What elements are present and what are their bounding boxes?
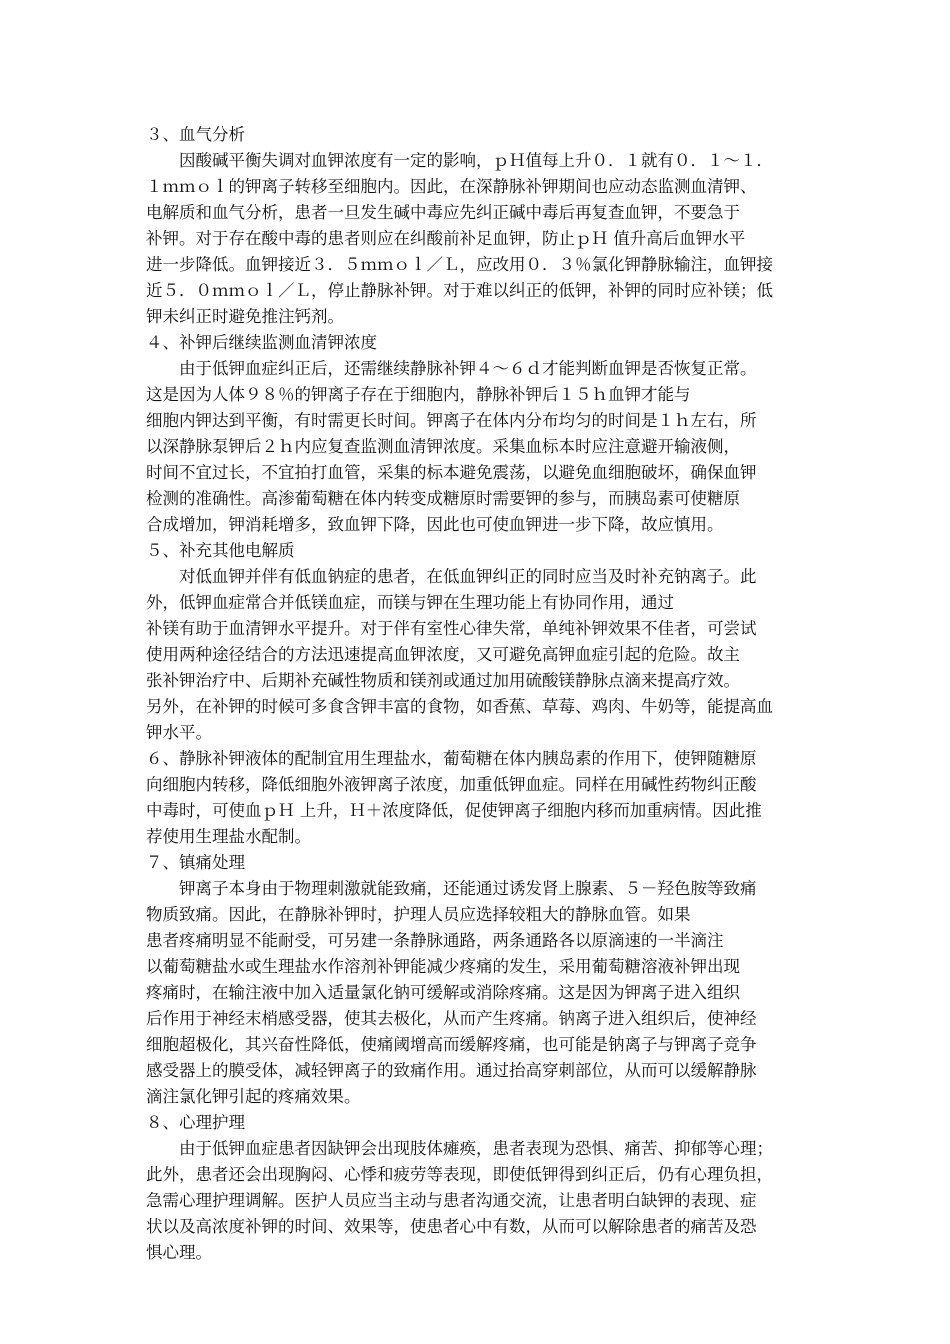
paragraph-line: 以深静脉泵钾后２ｈ内应复查监测血清钾浓度。采集血标本时应注意避开输液侧， [146, 437, 740, 456]
paragraph-line: 患者疼痛明显不能耐受，可另建一条静脉通路，两条通路各以原滴速的一半滴注 [146, 931, 724, 950]
section-monitor-potassium [146, 330, 810, 538]
paragraph-line: 细胞内钾达到平衡，有时需更长时间。钾离子在体内分布均匀的时间是１ｈ左右，所 [146, 411, 757, 430]
paragraph-line: 使用两种途径结合的方法迅速提高血钾浓度，又可避免高钾血症引起的危险。故主 [146, 645, 740, 664]
paragraph-line: 状以及高浓度补钾的时间、效果等，使患者心中有数，从而可以解除患者的痛苦及恐 [146, 1217, 757, 1236]
paragraph-line: 急需心理护理调解。医护人员应当主动与患者沟通交流，让患者明白缺钾的表现、症 [146, 1191, 757, 1210]
section-pain-relief [146, 850, 810, 1110]
paragraph-line: 近５．０ｍｍｏｌ／Ｌ，停止静脉补钾。对于难以纠正的低钾，补钾的同时应补镁；低 [146, 281, 773, 300]
section-heading: ７、镇痛处理 [146, 853, 245, 872]
section-psychological-care [146, 1110, 810, 1266]
paragraph-line: 由于低钾血症患者因缺钾会出现肢体瘫痪，患者表现为恐惧、痛苦、抑郁等心理； [179, 1139, 773, 1158]
paragraph-line: 检测的准确性。高渗葡萄糖在体内转变成糖原时需要钾的参与，而胰岛素可使糖原 [146, 489, 740, 508]
paragraph-line: 因酸碱平衡失调对血钾浓度有一定的影响，ｐＨ值每上升０．１就有０．１～１． [179, 151, 773, 170]
paragraph-line: 补镁有助于血清钾水平提升。对于伴有室性心律失常，单纯补钾效果不佳者，可尝试 [146, 619, 757, 638]
paragraph-line: 向细胞内转移，降低细胞外液钾离子浓度，加重低钾血症。同样在用碱性药物纠正酸 [146, 775, 757, 794]
paragraph-line: 由于低钾血症纠正后，还需继续静脉补钾４～６ｄ才能判断血钾是否恢复正常。 [179, 359, 757, 378]
paragraph-line: 此外，患者还会出现胸闷、心悸和疲劳等表现，即使低钾得到纠正后，仍有心理负担， [146, 1165, 773, 1184]
paragraph-line: 荐使用生理盐水配制。 [146, 827, 311, 846]
paragraph-line: 以葡萄糖盐水或生理盐水作溶剂补钾能减少疼痛的发生，采用葡萄糖溶液补钾出现 [146, 957, 740, 976]
paragraph-line: 滴注氯化钾引起的疼痛效果。 [146, 1087, 361, 1106]
paragraph-line: 补钾。对于存在酸中毒的患者则应在纠酸前补足血钾，防止ｐＨ 值升高后血钾水平 [146, 229, 746, 248]
paragraph-line: 这是因为人体９８％的钾离子存在于细胞内，静脉补钾后１５ｈ血钾才能与 [146, 385, 691, 404]
paragraph-line: 物质致痛。因此，在静脉补钾时，护理人员应选择较粗大的静脉血管。如果 [146, 905, 691, 924]
paragraph-line: 惧心理。 [146, 1243, 212, 1262]
section-heading: ８、心理护理 [146, 1113, 245, 1132]
paragraph-line: 对低血钾并伴有低血钠症的患者，在低血钾纠正的同时应当及时补充钠离子。此 [179, 567, 757, 586]
section-heading: ３、血气分析 [146, 125, 245, 144]
section-heading: ４、补钾后继续监测血清钾浓度 [146, 333, 377, 352]
paragraph-line: 疼痛时，在输注液中加入适量氯化钠可缓解或消除疼痛。这是因为钾离子进入组织 [146, 983, 740, 1002]
section-blood-gas [146, 122, 810, 330]
section-other-electrolytes [146, 538, 810, 746]
paragraph-line: 张补钾治疗中、后期补充碱性物质和镁剂或通过加用硫酸镁静脉点滴来提高疗效。 [146, 671, 740, 690]
paragraph-line: １ｍｍｏｌ的钾离子转移至细胞内。因此，在深静脉补钾期间也应动态监测血清钾、 [146, 177, 757, 196]
paragraph-line: 进一步降低。血钾接近３．５ｍｍｏｌ／Ｌ，应改用０．３％氯化钾静脉输注，血钾接 [146, 255, 773, 274]
section-solution-preparation [146, 746, 810, 850]
paragraph-line: 外，低钾血症常合并低镁血症，而镁与钾在生理功能上有协同作用，通过 [146, 593, 674, 612]
paragraph-line: 合成增加，钾消耗增多，致血钾下降，因此也可使血钾进一步下降，故应慎用。 [146, 515, 724, 534]
paragraph-line: 另外，在补钾的时候可多食含钾丰富的食物，如香蕉、草莓、鸡肉、牛奶等，能提高血 [146, 697, 773, 716]
paragraph-line: 后作用于神经末梢感受器，使其去极化，从而产生疼痛。钠离子进入组织后，使神经 [146, 1009, 757, 1028]
paragraph-line: 感受器上的膜受体，减轻钾离子的致痛作用。通过抬高穿刺部位，从而可以缓解静脉 [146, 1061, 757, 1080]
paragraph-line: 钾未纠正时避免推注钙剂。 [146, 307, 344, 326]
paragraph-line: 电解质和血气分析，患者一旦发生碱中毒应先纠正碱中毒后再复查血钾，不要急于 [146, 203, 740, 222]
paragraph-line: 中毒时，可使血ｐＨ 上升，Ｈ＋浓度降低，促使钾离子细胞内移而加重病情。因此推 [146, 801, 762, 820]
paragraph-line: 细胞超极化，其兴奋性降低，使痛阈增高而缓解疼痛，也可能是钠离子与钾离子竞争 [146, 1035, 757, 1054]
paragraph-line: 钾水平。 [146, 723, 212, 742]
paragraph-line: 时间不宜过长，不宜拍打血管，采集的标本避免震荡，以避免血细胞破坏，确保血钾 [146, 463, 757, 482]
paragraph-line: ６、静脉补钾液体的配制宜用生理盐水，葡萄糖在体内胰岛素的作用下，使钾随糖原 [146, 749, 757, 768]
document-page [146, 122, 810, 1266]
section-heading: ５、补充其他电解质 [146, 541, 295, 560]
paragraph-line: 钾离子本身由于物理刺激就能致痛，还能通过诱发肾上腺素、５－羟色胺等致痛 [179, 879, 757, 898]
